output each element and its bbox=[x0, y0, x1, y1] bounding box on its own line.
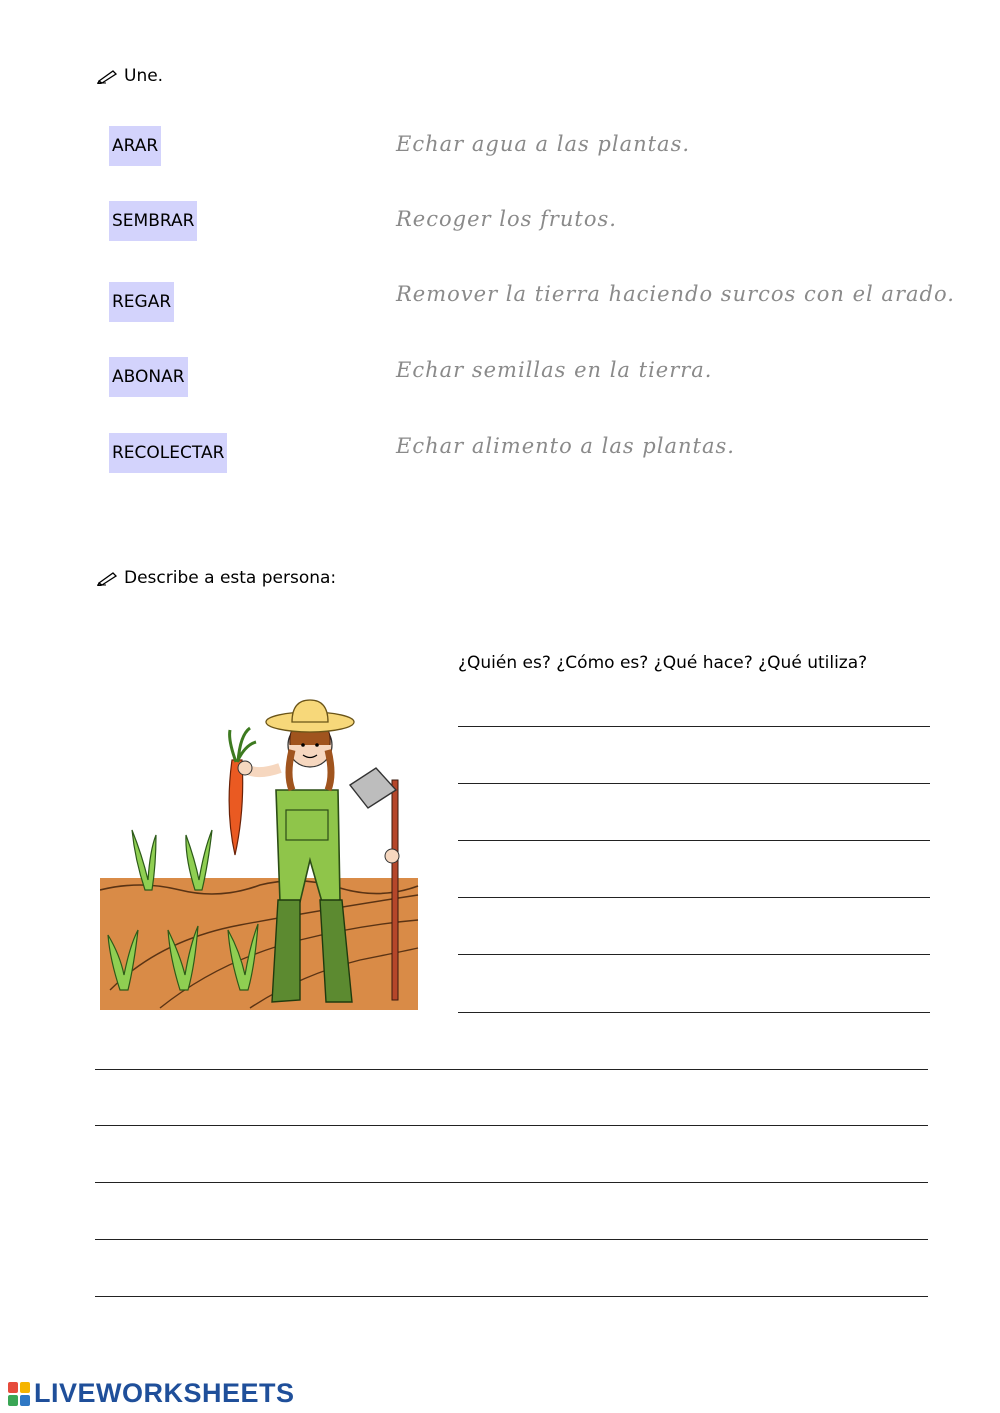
section1-title: Une. bbox=[124, 66, 164, 86]
section1-heading bbox=[96, 66, 163, 86]
definition-3[interactable]: Remover la tierra haciendo surcos con el arado. bbox=[396, 282, 955, 306]
match-word-regar[interactable]: REGAR bbox=[109, 282, 174, 322]
description-question: ¿Quién es? ¿Cómo es? ¿Qué hace? ¿Qué utiliza? bbox=[458, 653, 868, 673]
answer-line[interactable] bbox=[95, 1296, 928, 1297]
match-word-sembrar[interactable]: SEMBRAR bbox=[109, 201, 197, 241]
answer-line[interactable] bbox=[458, 840, 930, 841]
definition-4[interactable]: Echar semillas en la tierra. bbox=[396, 358, 713, 382]
match-word-recolectar[interactable]: RECOLECTAR bbox=[109, 433, 227, 473]
answer-line[interactable] bbox=[458, 954, 930, 955]
definition-2[interactable]: Recoger los frutos. bbox=[396, 207, 617, 231]
farmer-illustration bbox=[100, 690, 420, 1015]
answer-line[interactable] bbox=[458, 726, 930, 727]
definition-5[interactable]: Echar alimento a las plantas. bbox=[396, 434, 735, 458]
section2-title: Describe a esta persona: bbox=[124, 568, 337, 588]
answer-line[interactable] bbox=[95, 1069, 928, 1070]
footer-brand-text: LIVEWORKSHEETS bbox=[34, 1378, 295, 1408]
answer-line[interactable] bbox=[458, 897, 930, 898]
liveworksheets-logo-icon bbox=[8, 1382, 30, 1406]
match-word-arar[interactable]: ARAR bbox=[109, 126, 161, 166]
pencil-icon bbox=[96, 570, 120, 586]
definition-1[interactable]: Echar agua a las plantas. bbox=[396, 132, 691, 156]
footer-brand bbox=[8, 1378, 295, 1409]
answer-line[interactable] bbox=[458, 1012, 930, 1013]
match-word-abonar[interactable]: ABONAR bbox=[109, 357, 188, 397]
answer-line[interactable] bbox=[95, 1125, 928, 1126]
answer-line[interactable] bbox=[95, 1239, 928, 1240]
answer-line[interactable] bbox=[458, 783, 930, 784]
pencil-icon bbox=[96, 68, 120, 84]
section2-heading bbox=[96, 568, 336, 588]
answer-line[interactable] bbox=[95, 1182, 928, 1183]
